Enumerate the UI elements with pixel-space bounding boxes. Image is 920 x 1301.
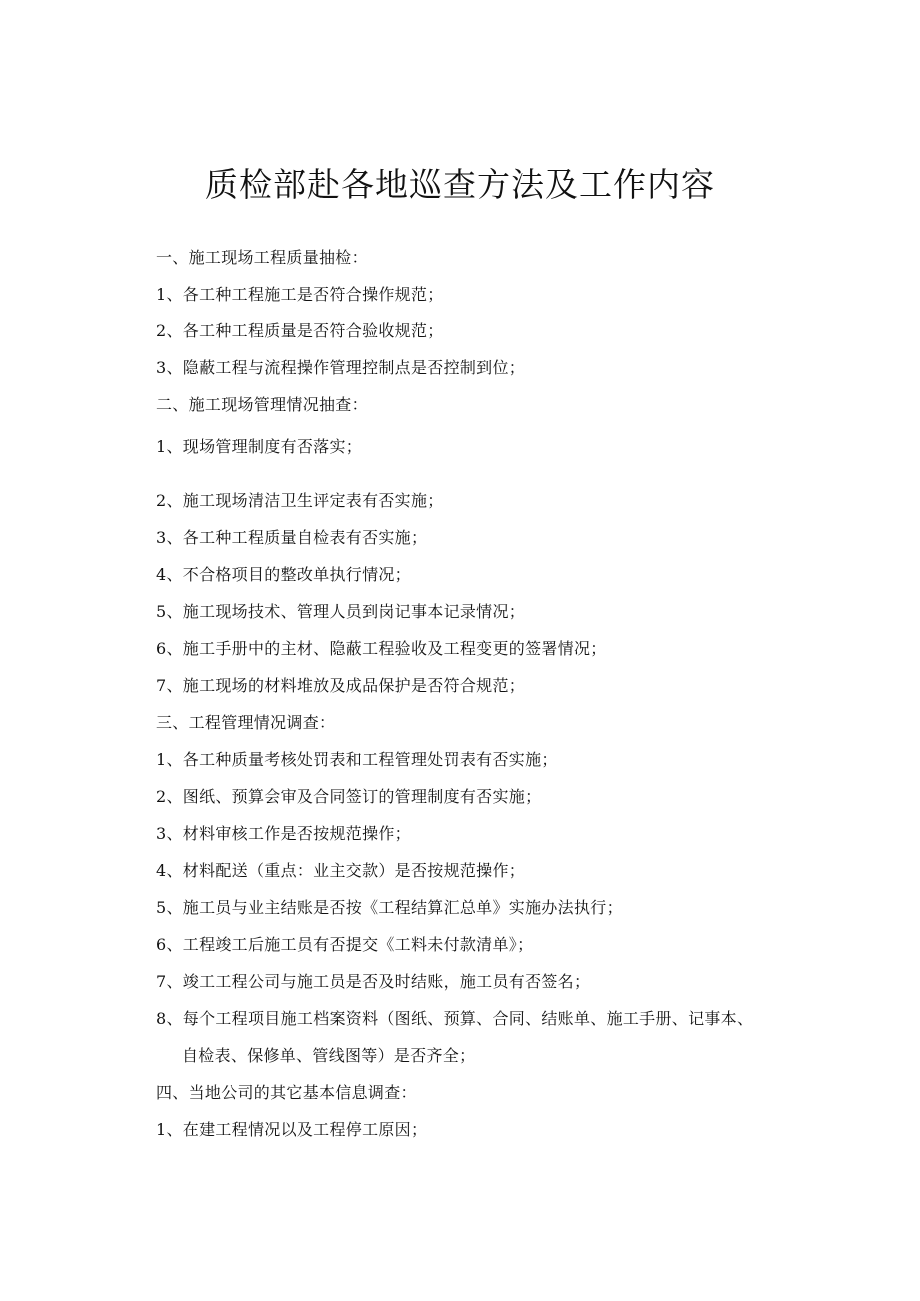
list-item-text: 施工手册中的主材、隐蔽工程验收及工程变更的签署情况； — [182, 639, 607, 658]
list-item-text: 工程竣工后施工员有否提交《工料未付款清单》； — [182, 935, 534, 954]
list-item-text: 不合格项目的整改单执行情况； — [182, 565, 411, 584]
list-item-text: 竣工工程公司与施工员是否及时结账，施工员有否签名； — [182, 972, 591, 991]
list-item-number: 1、 — [156, 750, 183, 769]
section-heading-3: 三、工程管理情况调查： — [156, 713, 336, 732]
list-item — [156, 821, 411, 847]
list-item-number: 5、 — [156, 602, 183, 621]
list-item-text: 各工种质量考核处罚表和工程管理处罚表有否实施； — [182, 750, 558, 769]
list-item-continuation: 自检表、保修单、管线图等）是否齐全； — [182, 1046, 476, 1065]
list-item-number: 1、 — [156, 1120, 183, 1139]
list-item-text: 材料审核工作是否按规范操作； — [182, 824, 411, 843]
list-item-number: 1、 — [156, 437, 183, 456]
list-item-text: 材料配送（重点：业主交款）是否按规范操作； — [182, 861, 526, 880]
list-item-number: 2、 — [156, 491, 183, 510]
list-item — [156, 282, 444, 308]
list-item-number: 4、 — [156, 861, 183, 880]
list-item-text: 各工种工程质量自检表有否实施； — [182, 528, 428, 547]
list-item-text: 各工种工程质量是否符合验收规范； — [182, 321, 444, 340]
list-item-text: 在建工程情况以及工程停工原因； — [182, 1120, 428, 1139]
list-item — [156, 895, 623, 921]
list-item — [156, 673, 525, 699]
list-item — [156, 525, 427, 551]
list-item-text: 各工种工程施工是否符合操作规范； — [182, 285, 444, 304]
list-item — [156, 434, 362, 460]
list-item-number: 2、 — [156, 321, 183, 340]
list-item-number: 2、 — [156, 787, 183, 806]
list-item-text: 施工员与业主结账是否按《工程结算汇总单》实施办法执行； — [182, 898, 623, 917]
list-item-number: 4、 — [156, 565, 183, 584]
list-item — [156, 488, 444, 514]
list-item — [156, 969, 590, 995]
list-item — [156, 858, 525, 884]
document-title: 质检部赴各地巡查方法及工作内容 — [205, 165, 715, 204]
list-item-text: 每个工程项目施工档案资料（图纸、预算、合同、结账单、施工手册、记事本、 — [182, 1009, 754, 1028]
list-item-text: 施工现场清洁卫生评定表有否实施； — [182, 491, 444, 510]
list-item — [156, 355, 525, 381]
list-item — [156, 784, 541, 810]
list-item — [156, 1006, 753, 1032]
list-item-number: 7、 — [156, 972, 183, 991]
list-item-text: 现场管理制度有否落实； — [182, 437, 363, 456]
section-heading-2: 二、施工现场管理情况抽查： — [156, 395, 368, 414]
list-item — [156, 562, 411, 588]
list-item-text: 图纸、预算会审及合同签订的管理制度有否实施； — [182, 787, 542, 806]
list-item — [156, 747, 558, 773]
section-heading-4: 四、当地公司的其它基本信息调查： — [156, 1083, 417, 1102]
list-item-number: 6、 — [156, 935, 183, 954]
list-item — [156, 636, 607, 662]
list-item-number: 3、 — [156, 528, 183, 547]
list-item-text: 施工现场技术、管理人员到岗记事本记录情况； — [182, 602, 526, 621]
list-item-number: 5、 — [156, 898, 183, 917]
list-item-number: 3、 — [156, 358, 183, 377]
list-item-text: 隐蔽工程与流程操作管理控制点是否控制到位； — [182, 358, 526, 377]
list-item-number: 1、 — [156, 285, 183, 304]
list-item-number: 7、 — [156, 676, 183, 695]
list-item — [156, 318, 444, 344]
list-item — [156, 932, 533, 958]
list-item-number: 8、 — [156, 1009, 183, 1028]
list-item — [156, 599, 525, 625]
list-item-text: 施工现场的材料堆放及成品保护是否符合规范； — [182, 676, 526, 695]
list-item — [156, 1117, 427, 1143]
section-heading-1: 一、施工现场工程质量抽检： — [156, 248, 368, 267]
list-item-number: 3、 — [156, 824, 183, 843]
list-item-number: 6、 — [156, 639, 183, 658]
